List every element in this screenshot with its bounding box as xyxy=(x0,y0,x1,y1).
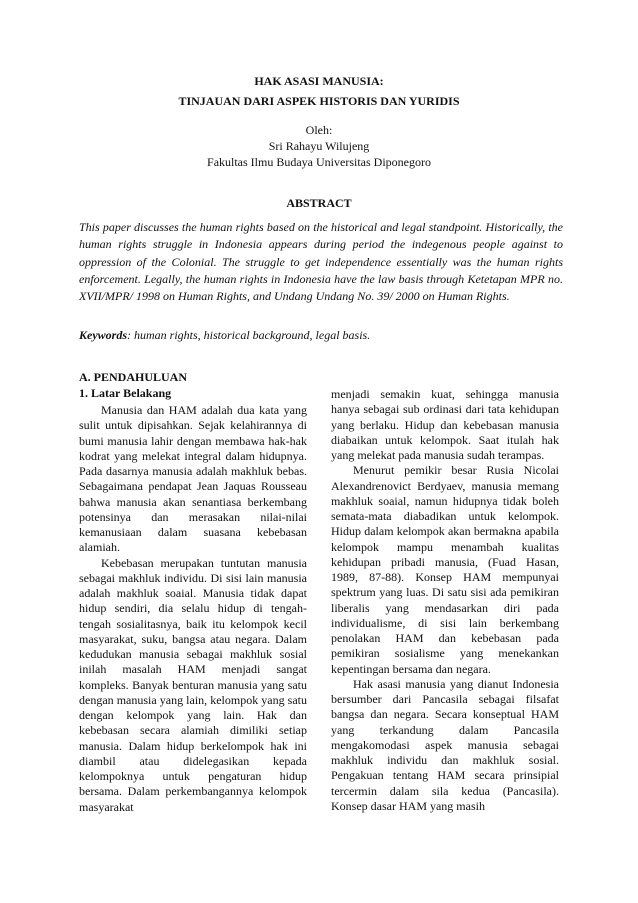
right-column xyxy=(331,387,559,814)
keywords-text: : human rights, historical background, legal basis. xyxy=(127,328,371,342)
author-name: Sri Rahayu Wilujeng xyxy=(268,139,370,153)
title-line-1: HAK ASASI MANUSIA: xyxy=(254,74,384,88)
abstract-text: This paper discusses the human rights based on the historical and legal standpoint. Historically, the human rights struggle in Indonesia appears during period the indegenous people against to oppression of the Colonial. The struggle to get independence essentially was the human rights enforcement. Legally, the human rights in Indonesia have the law basis through Ketetapan MPR no. XVII/MPR/ 1998 on Human Rights, and Undang Undang No. 39/ 2000 on Human Rights. xyxy=(79,220,563,304)
abstract-heading: ABSTRACT xyxy=(286,196,352,210)
left-paragraph-2: Kebebasan merupakan tuntutan manusia sebagai makhluk individu. Di sisi lain manusia adalah makhluk soaial. Manusia tidak dapat hidup sendiri, dia selalu hidup di tengah-tengah sosialitasnya, baik itu kelompok kecil masyarakat, suku, bangsa atau negara. Dalam kedudukan manusia sebagai makhluk sosial inilah masalah HAM menjadi sangat kompleks. Banyak benturan manusia yang satu dengan manusia yang lain, kelompok yang satu dengan kelompok yang lain. Hak dan kebebasan secara alamiah dimiliki setiap manusia. Dalam hidup berkelompok hak ini diambil atau didelegasikan kepada kelompoknya untuk pengaturan hidup bersama. Dalam perkembangannya kelompok masyarakat xyxy=(79,555,307,814)
left-paragraph-1: Manusia dan HAM adalah dua kata yang sulit untuk dipisahkan. Sejak kelahirannya di bumi manusia lahir dengan membawa hak-hak kodrat yang melekat integral dalam hidupnya. Pada dasarnya manusia adalah makhluk bebas. Sebagaimana pendapat Jean Jaquas Rousseau bahwa manusia akan senantiasa berkembang potensinya dan merasakan nilai-nilai kemanusiaan dalam suasana kebebasan alamiah. xyxy=(79,403,307,555)
left-column xyxy=(79,403,307,815)
section-heading: A. PENDAHULUAN xyxy=(79,370,187,384)
right-paragraph-3: Hak asasi manusia yang dianut Indonesia bersumber dari Pancasila sebagai filsafat bangsa dan negara. Secara konseptual HAM yang terkandung dalam Pancasila mengakomodasi aspek manusia sebagai makhluk individu dan makhluk sosial. Pengakuan tentang HAM secara prinsipial tercermin dalam sila kedua (Pancasila). Konsep dasar HAM yang masih xyxy=(331,676,559,813)
oleh-label: Oleh: xyxy=(305,123,333,137)
author-affiliation: Fakultas Ilmu Budaya Universitas Diponegoro xyxy=(207,155,431,169)
title-line-2: TINJAUAN DARI ASPEK HISTORIS DAN YURIDIS xyxy=(178,94,460,108)
right-paragraph-1: menjadi semakin kuat, sehingga manusia hanya sebagai sub ordinasi dari tata kehidupan yang berlaku. Hidup dan kebebasan manusia diabaikan untuk kelompok. Saat itulah hak yang melekat pada manusia sudah terampas. xyxy=(331,387,559,462)
subsection-heading: 1. Latar Belakang xyxy=(79,386,172,400)
right-paragraph-2: Menurut pemikir besar Rusia Nicolai Alexandrenovict Berdyaev, manusia memang makhluk soaial, namun hidupnya tidak boleh semata-mata diabadikan untuk kelompok. Hidup dalam kelompok akan bermakna apabila kelompok mampu menambah kualitas kehidupan pribadi manusia, (Fuad Hasan, 1989, 87-88). Konsep HAM mempunyai spektrum yang luas. Di satu sisi ada pemikiran liberalis yang mendasarkan diri pada individualisme, di sisi lain berkembang penolakan HAM dan kebebasan pada pemikiran sosialisme yang menekankan kepentingan bersama dan negara. xyxy=(331,463,559,676)
keywords-label: Keywords xyxy=(79,328,127,342)
keywords xyxy=(79,327,563,344)
